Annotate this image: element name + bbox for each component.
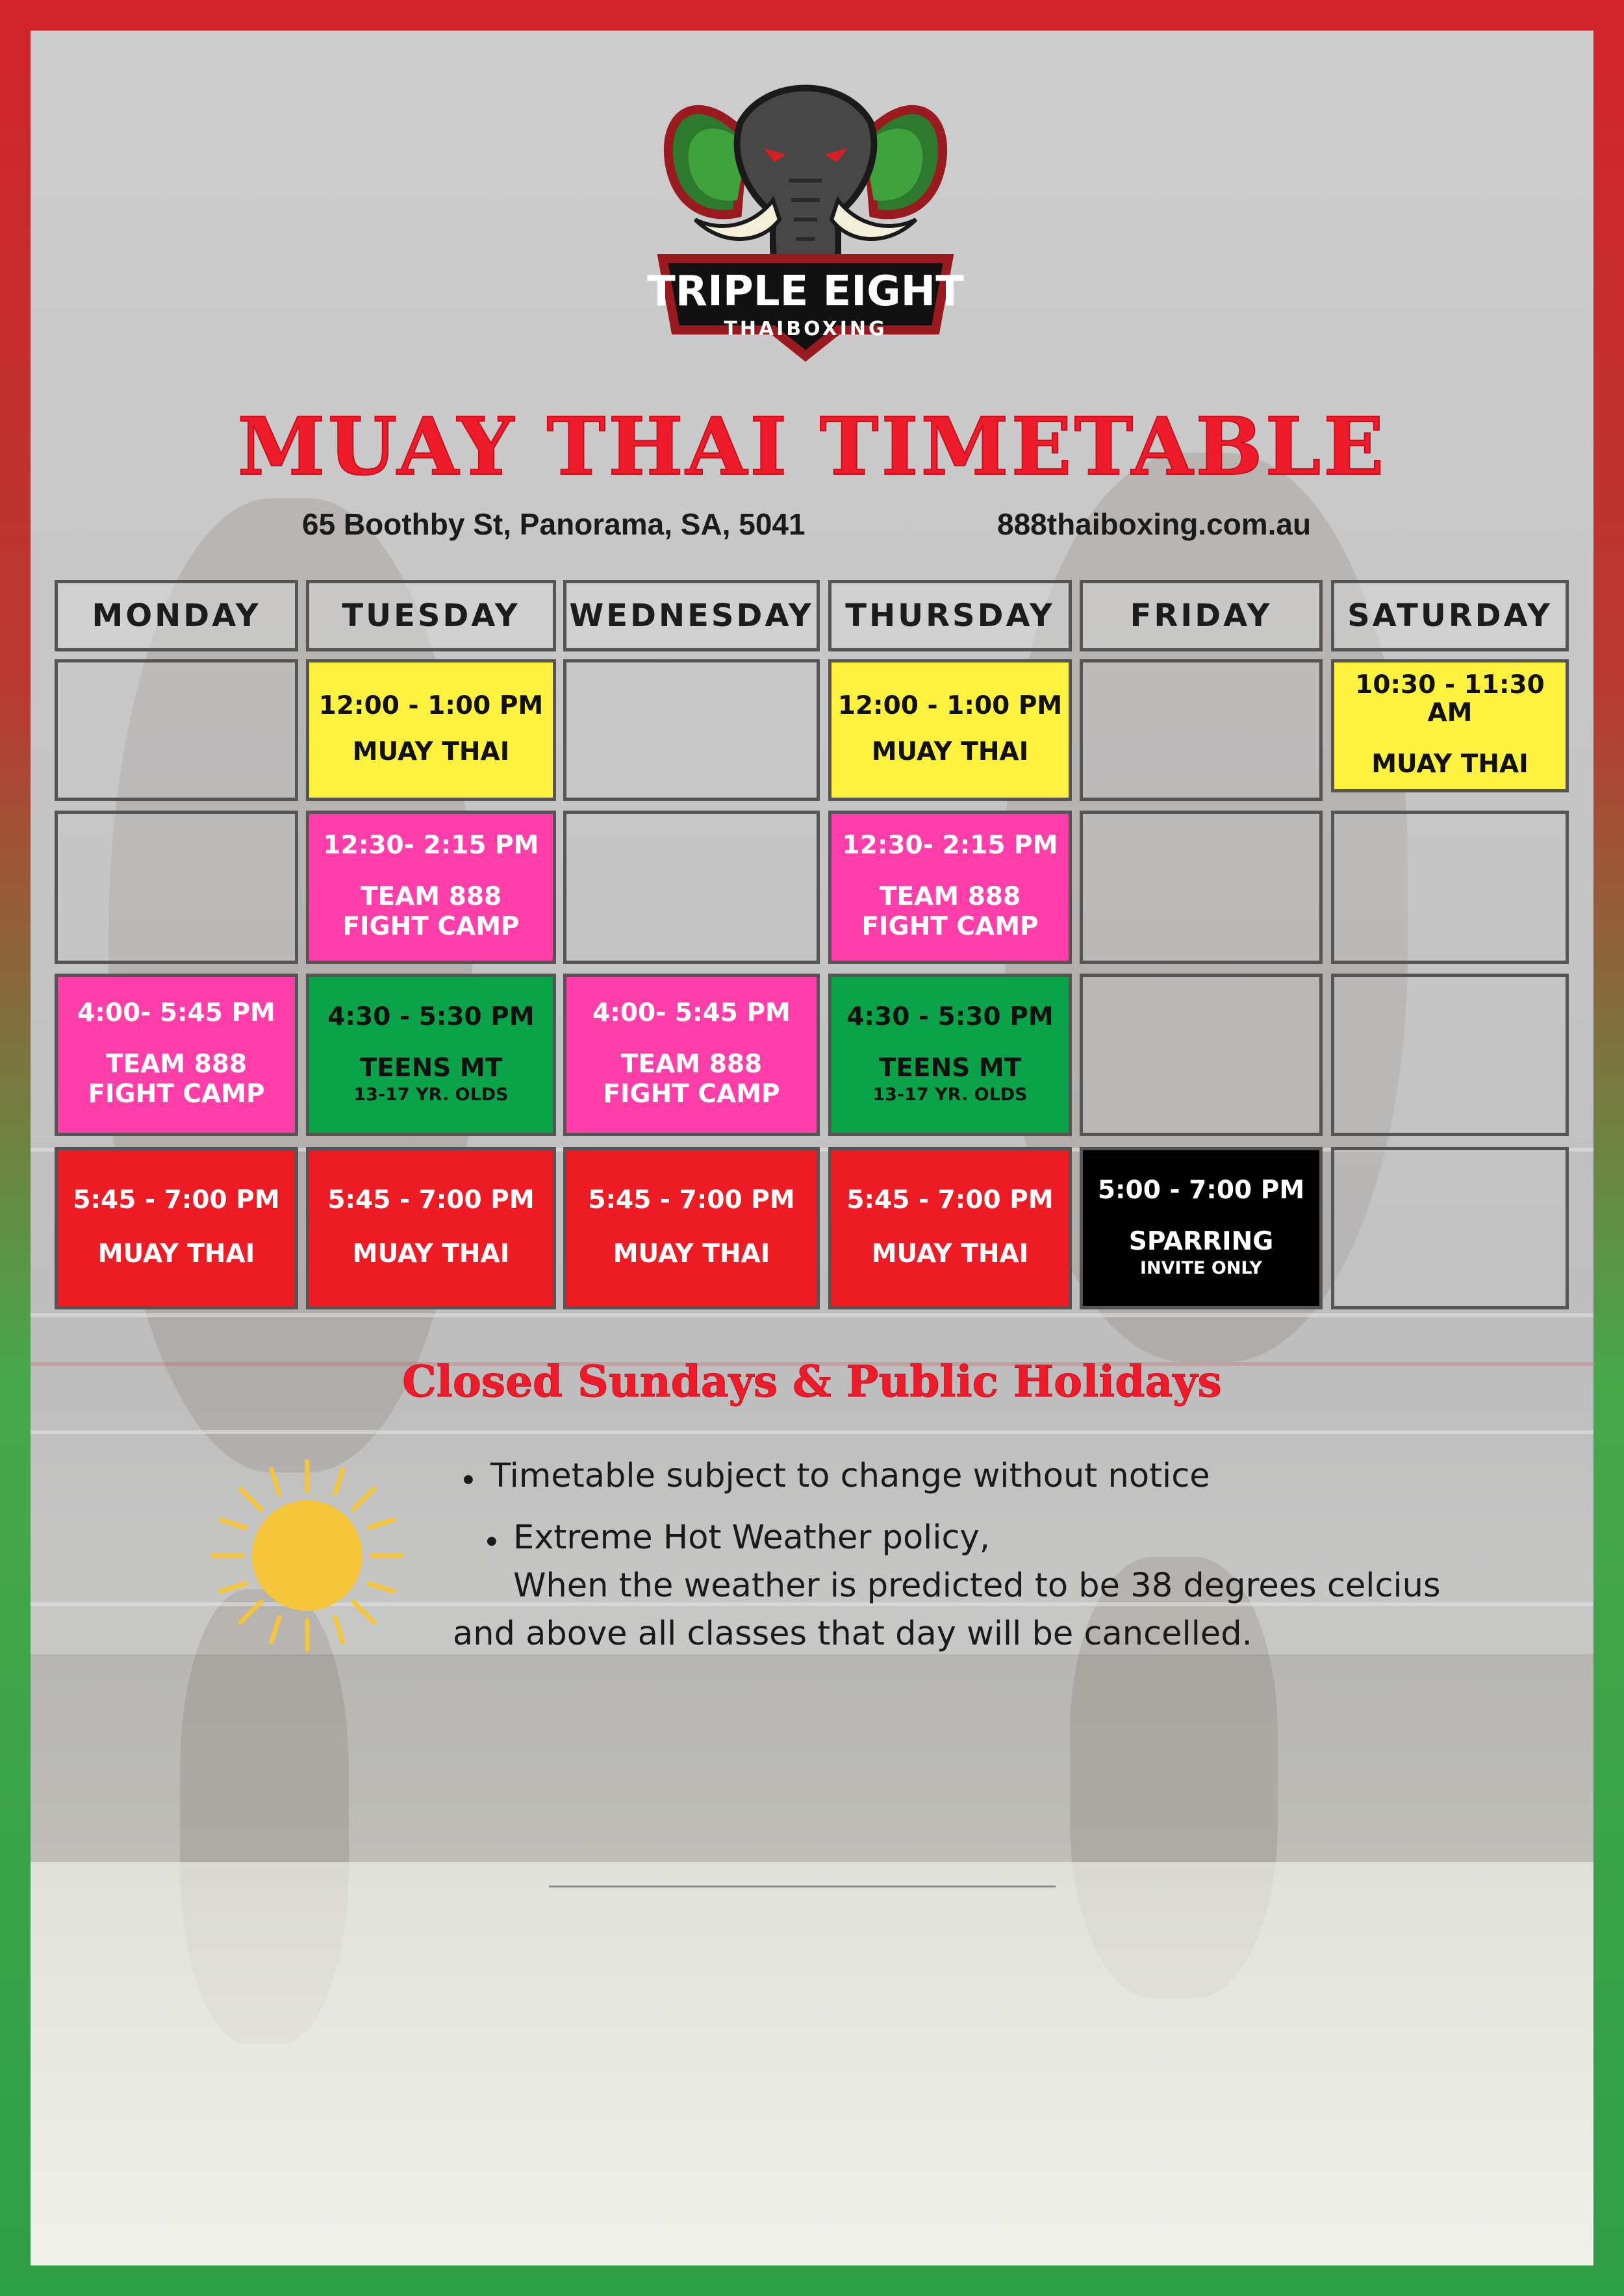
class-time: 12:30- 2:15 PM: [842, 830, 1058, 860]
class-tuesday-midday[interactable]: [306, 659, 556, 801]
class-monday-fight-camp[interactable]: [55, 974, 298, 1136]
class-time: 5:45 - 7:00 PM: [846, 1185, 1054, 1215]
slot-empty: [563, 811, 820, 964]
class-name-line2: FIGHT CAMP: [88, 1079, 265, 1109]
class-name: MUAY THAI: [352, 1239, 510, 1269]
class-time: 12:00 - 1:00 PM: [318, 691, 544, 721]
slot-empty: [1080, 974, 1323, 1136]
ring-rope: [31, 1430, 1593, 1434]
class-tuesday-fight-camp[interactable]: [306, 811, 556, 964]
class-name: TEENS MT: [878, 1053, 1022, 1083]
brand-name: TRIPLE EIGHT: [647, 268, 964, 316]
bullet-point: •: [463, 1461, 474, 1498]
day-header-wednesday: WEDNESDAY: [563, 580, 820, 651]
class-wednesday-fight-camp[interactable]: [563, 974, 820, 1136]
background-ring-floor: [31, 1862, 1593, 2265]
elephant-logo-icon: [624, 51, 987, 395]
class-time: 4:00- 5:45 PM: [592, 998, 791, 1028]
brand-logo: [624, 51, 987, 395]
class-name: MUAY THAI: [1371, 749, 1529, 779]
class-note: 13-17 YR. OLDS: [353, 1085, 509, 1105]
slot-empty: [55, 811, 298, 964]
class-time: 5:00 - 7:00 PM: [1097, 1175, 1305, 1205]
class-time: 12:00 - 1:00 PM: [837, 691, 1063, 721]
slot-empty: [1331, 974, 1569, 1136]
class-saturday-morning[interactable]: [1331, 659, 1569, 792]
class-name: MUAY THAI: [871, 1239, 1029, 1269]
class-monday-evening[interactable]: [55, 1147, 298, 1309]
class-name: TEENS MT: [359, 1053, 503, 1083]
slot-empty: [55, 659, 298, 801]
class-time: 4:00- 5:45 PM: [77, 998, 275, 1028]
slot-empty: [1080, 811, 1323, 964]
brand-subtitle: THAIBOXING: [724, 318, 887, 340]
day-header-monday: MONDAY: [55, 580, 298, 651]
class-time: 4:30 - 5:30 PM: [327, 1002, 535, 1031]
class-tuesday-evening[interactable]: [306, 1147, 556, 1309]
class-name: MUAY THAI: [352, 737, 510, 767]
slot-empty: [1331, 1147, 1569, 1309]
class-tuesday-teens[interactable]: [306, 974, 556, 1136]
class-time: 10:30 - 11:30 AM: [1355, 670, 1545, 728]
class-time: 5:45 - 7:00 PM: [588, 1185, 795, 1215]
class-time: 4:30 - 5:30 PM: [846, 1002, 1054, 1031]
slot-empty: [1080, 659, 1323, 801]
class-name-line2: FIGHT CAMP: [342, 912, 520, 942]
day-header-friday: FRIDAY: [1080, 580, 1323, 651]
class-thursday-fight-camp[interactable]: [828, 811, 1072, 964]
class-thursday-midday[interactable]: [828, 659, 1072, 801]
class-note: INVITE ONLY: [1140, 1258, 1262, 1279]
bullet-point: •: [486, 1522, 498, 1559]
class-thursday-evening[interactable]: [828, 1147, 1072, 1309]
note-timetable-change: Timetable subject to change without notice: [490, 1457, 1210, 1495]
class-name: SPARRING: [1128, 1226, 1274, 1256]
class-time: 5:45 - 7:00 PM: [327, 1185, 535, 1215]
slot-empty: [1331, 811, 1569, 964]
class-name: MUAY THAI: [871, 737, 1029, 767]
closed-notice: Closed Sundays & Public Holidays: [402, 1356, 1222, 1407]
divider-line: [549, 1886, 1056, 1887]
class-time: 5:45 - 7:00 PM: [73, 1185, 280, 1215]
note-hot-weather-line1: When the weather is predicted to be 38 degrees celcius: [513, 1567, 1441, 1605]
note-hot-weather-line2: and above all classes that day will be cancelled.: [453, 1615, 1252, 1653]
day-header-thursday: THURSDAY: [828, 580, 1072, 651]
class-thursday-teens[interactable]: [828, 974, 1072, 1136]
class-name-line1: TEAM 888: [105, 1049, 247, 1079]
class-name-line1: TEAM 888: [879, 881, 1021, 911]
slot-empty: [563, 659, 820, 801]
gym-address: 65 Boothby St, Panorama, SA, 5041: [302, 507, 806, 541]
class-name-line2: FIGHT CAMP: [603, 1079, 780, 1109]
class-note: 13-17 YR. OLDS: [872, 1085, 1028, 1105]
background-crowd: [31, 1654, 1593, 1862]
class-name-line1: TEAM 888: [360, 881, 502, 911]
website-link[interactable]: 888thaiboxing.com.au: [997, 507, 1312, 541]
note-hot-weather-title: Extreme Hot Weather policy,: [513, 1519, 990, 1557]
sun-icon: [207, 1455, 408, 1656]
class-name: MUAY THAI: [613, 1239, 770, 1269]
class-name: MUAY THAI: [97, 1239, 255, 1269]
class-name-line1: TEAM 888: [620, 1049, 763, 1079]
class-wednesday-evening[interactable]: [563, 1147, 820, 1309]
page-title: MUAY THAI TIMETABLE: [237, 399, 1387, 493]
class-time: 12:30- 2:15 PM: [323, 830, 539, 860]
class-name-line2: FIGHT CAMP: [861, 912, 1039, 942]
day-header-tuesday: TUESDAY: [306, 580, 556, 651]
ring-rope: [31, 1313, 1593, 1317]
day-header-saturday: SATURDAY: [1331, 580, 1569, 651]
class-friday-sparring[interactable]: [1080, 1147, 1323, 1309]
